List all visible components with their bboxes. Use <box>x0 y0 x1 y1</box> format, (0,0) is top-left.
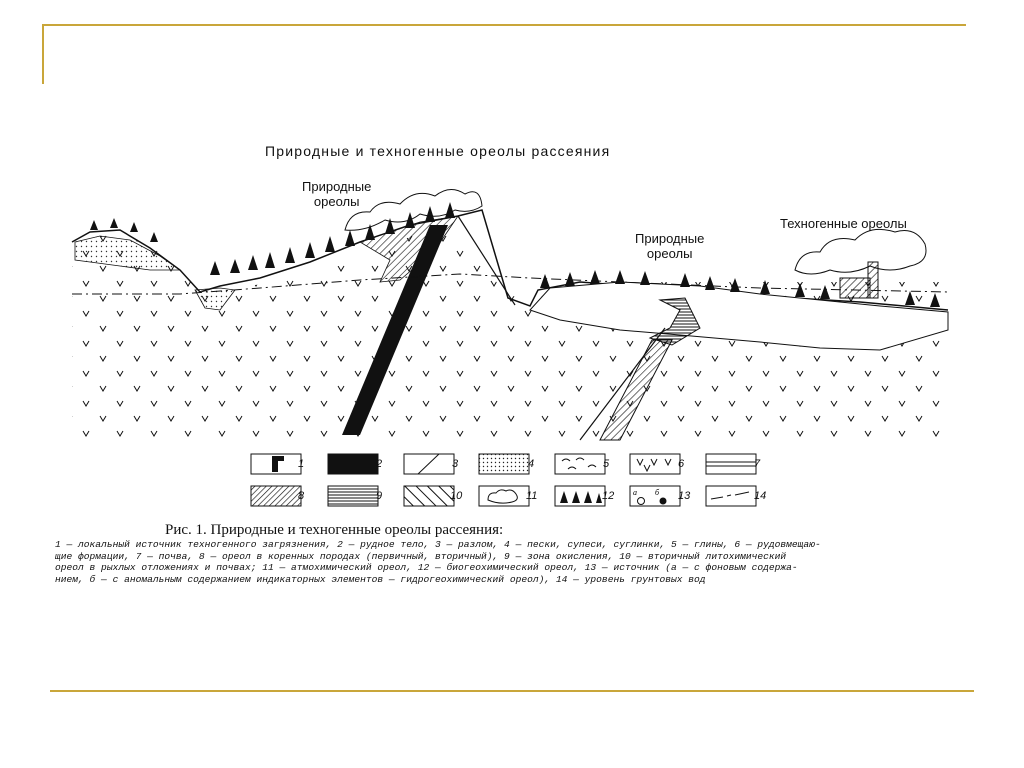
legend-number: 3 <box>452 458 459 470</box>
legend-number: 9 <box>376 490 383 502</box>
bottom-rule <box>50 690 974 692</box>
figure-description <box>55 539 955 585</box>
top-rule <box>42 24 966 26</box>
legend-swatch-10 <box>403 485 457 509</box>
legend-number: 10 <box>450 490 463 502</box>
legend-swatch-1 <box>250 453 304 477</box>
legend-number: 7 <box>754 458 761 470</box>
legend-number: 14 <box>754 490 767 502</box>
legend-swatch-8 <box>250 485 304 509</box>
legend-number: 12 <box>602 490 615 502</box>
geological-cross-section <box>60 170 960 445</box>
legend-swatch-3 <box>403 453 457 477</box>
label-line: ореолы <box>646 246 693 261</box>
label-line: Природные <box>302 179 372 194</box>
legend-number: 4 <box>528 458 535 470</box>
legend-number: 13 <box>678 490 691 502</box>
legend-number: 8 <box>298 490 305 502</box>
legend-number: 2 <box>376 458 383 470</box>
legend-number: 1 <box>298 458 305 470</box>
diagram-title: Природные и техногенные ореолы рассеяния <box>265 143 611 159</box>
legend-swatch-9 <box>327 485 381 509</box>
legend-swatch-5 <box>554 453 608 477</box>
description-line: 1 — локальный источник техногенного загрязнения, 2 — рудное тело, 3 — разлом, 4 — пески, супеси, суглинки, 5 — глины, 6 — рудовмещаю- <box>55 539 821 550</box>
technogenic-halos-label: Техногенные ореолы <box>780 216 907 231</box>
description-line: ореол в рыхлых отложениях и почвах; 11 — атмохимический ореол, 12 — биогеохимический ореол, 13 — источник (а — с фоновым содержа- <box>55 562 798 574</box>
legend-swatch-13 <box>629 485 683 509</box>
figure-caption: Рис. 1. Природные и техногенные ореолы рассеяния: <box>165 522 504 538</box>
legend-number: 6 <box>678 458 685 470</box>
natural-halos-label-right <box>635 231 704 261</box>
legend-13-mark-b: б <box>655 488 660 497</box>
legend-13-mark-a: a <box>633 488 637 497</box>
description-line: щие формации, 7 — почва, 8 — ореол в коренных породах (первичный, вторичный), 9 — зона окисления, 10 — вторичный литохимический <box>55 550 787 562</box>
legend-number: 5 <box>603 458 610 470</box>
label-line: Природные <box>635 231 705 246</box>
label-line: ореолы <box>313 194 360 209</box>
legend-swatch-6 <box>629 453 683 477</box>
description-line: нием, б — с аномальным содержанием индикаторных элементов — гидрогеохимический ореол), 14 — уровень грунтовых вод <box>55 573 706 585</box>
legend-swatch-11 <box>478 485 532 509</box>
left-rule <box>42 24 44 84</box>
legend-swatch-2 <box>327 453 381 477</box>
legend-swatch-4 <box>478 453 535 477</box>
legend-swatch-7 <box>705 453 759 477</box>
legend-swatch-12 <box>554 485 608 509</box>
natural-halos-label-left <box>302 179 371 209</box>
legend-number: 11 <box>526 490 538 502</box>
legend-swatch-14 <box>705 485 759 509</box>
